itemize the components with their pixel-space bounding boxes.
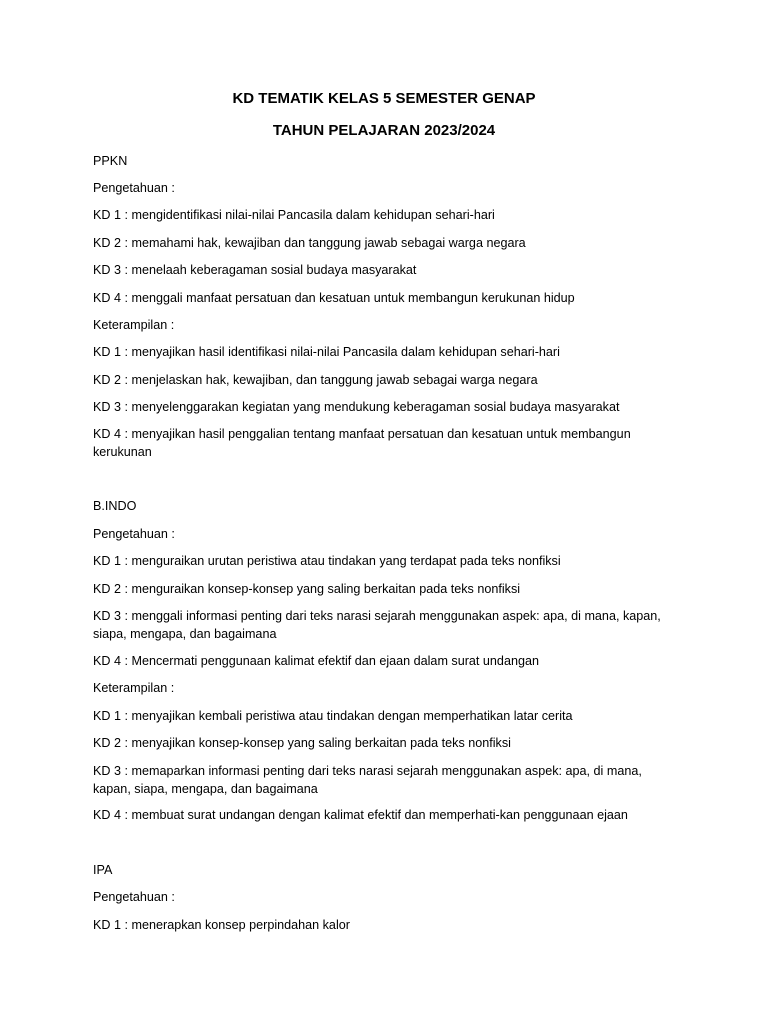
bindo-pengetahuan-kd3: KD 3 : menggali informasi penting dari teks narasi sejarah menggunakan aspek: apa, di mana, kapan, siapa, mengapa, dan bagaimana: [93, 609, 661, 641]
ipa-pengetahuan-label: Pengetahuan :: [93, 890, 175, 904]
ppkn-pengetahuan-kd1: KD 1 : mengidentifikasi nilai-nilai Pancasila dalam kehidupan sehari-hari: [93, 208, 495, 222]
ipa-pengetahuan-kd1: KD 1 : menerapkan konsep perpindahan kalor: [93, 918, 350, 932]
document-title: KD TEMATIK KELAS 5 SEMESTER GENAP: [232, 90, 536, 107]
section-heading-ipa: IPA: [93, 863, 113, 877]
ppkn-pengetahuan-kd3: KD 3 : menelaah keberagaman sosial budaya masyarakat: [93, 263, 417, 277]
ppkn-keterampilan-kd3: KD 3 : menyelenggarakan kegiatan yang mendukung keberagaman sosial budaya masyarakat: [93, 400, 620, 414]
bindo-pengetahuan-kd2: KD 2 : menguraikan konsep-konsep yang saling berkaitan pada teks nonfiksi: [93, 582, 521, 596]
bindo-pengetahuan-label: Pengetahuan :: [93, 527, 175, 541]
bindo-keterampilan-label: Keterampilan :: [93, 681, 175, 695]
section-heading-ppkn: PPKN: [93, 154, 128, 168]
bindo-keterampilan-kd2: KD 2 : menyajikan konsep-konsep yang saling berkaitan pada teks nonfiksi: [93, 736, 511, 750]
bindo-pengetahuan-kd1: KD 1 : menguraikan urutan peristiwa atau tindakan yang terdapat pada teks nonfiksi: [93, 554, 561, 568]
bindo-keterampilan-kd4: KD 4 : membuat surat undangan dengan kalimat efektif dan memperhati-kan penggunaan ejaan: [93, 808, 628, 822]
ppkn-pengetahuan-kd2: KD 2 : memahami hak, kewajiban dan tanggung jawab sebagai warga negara: [93, 236, 526, 250]
section-heading-bindo: B.INDO: [93, 499, 137, 513]
ppkn-pengetahuan-label: Pengetahuan :: [93, 181, 175, 195]
bindo-pengetahuan-kd4: KD 4 : Mencermati penggunaan kalimat efektif dan ejaan dalam surat undangan: [93, 654, 539, 668]
ppkn-pengetahuan-kd4: KD 4 : menggali manfaat persatuan dan kesatuan untuk membangun kerukunan hidup: [93, 291, 575, 305]
ppkn-keterampilan-kd2: KD 2 : menjelaskan hak, kewajiban, dan tanggung jawab sebagai warga negara: [93, 373, 538, 387]
ppkn-keterampilan-label: Keterampilan :: [93, 318, 175, 332]
bindo-keterampilan-kd1: KD 1 : menyajikan kembali peristiwa atau tindakan dengan memperhatikan latar cerita: [93, 709, 573, 723]
ppkn-keterampilan-kd1: KD 1 : menyajikan hasil identifikasi nilai-nilai Pancasila dalam kehidupan sehari-hari: [93, 345, 560, 359]
document-subtitle: TAHUN PELAJARAN 2023/2024: [272, 122, 496, 139]
bindo-keterampilan-kd3: KD 3 : memaparkan informasi penting dari teks narasi sejarah menggunakan aspek: apa, di mana, kapan, siapa, mengapa, dan bagaimana: [93, 764, 642, 796]
ppkn-keterampilan-kd4: KD 4 : menyajikan hasil penggalian tentang manfaat persatuan dan kesatuan untuk membangun kerukunan: [93, 427, 631, 459]
